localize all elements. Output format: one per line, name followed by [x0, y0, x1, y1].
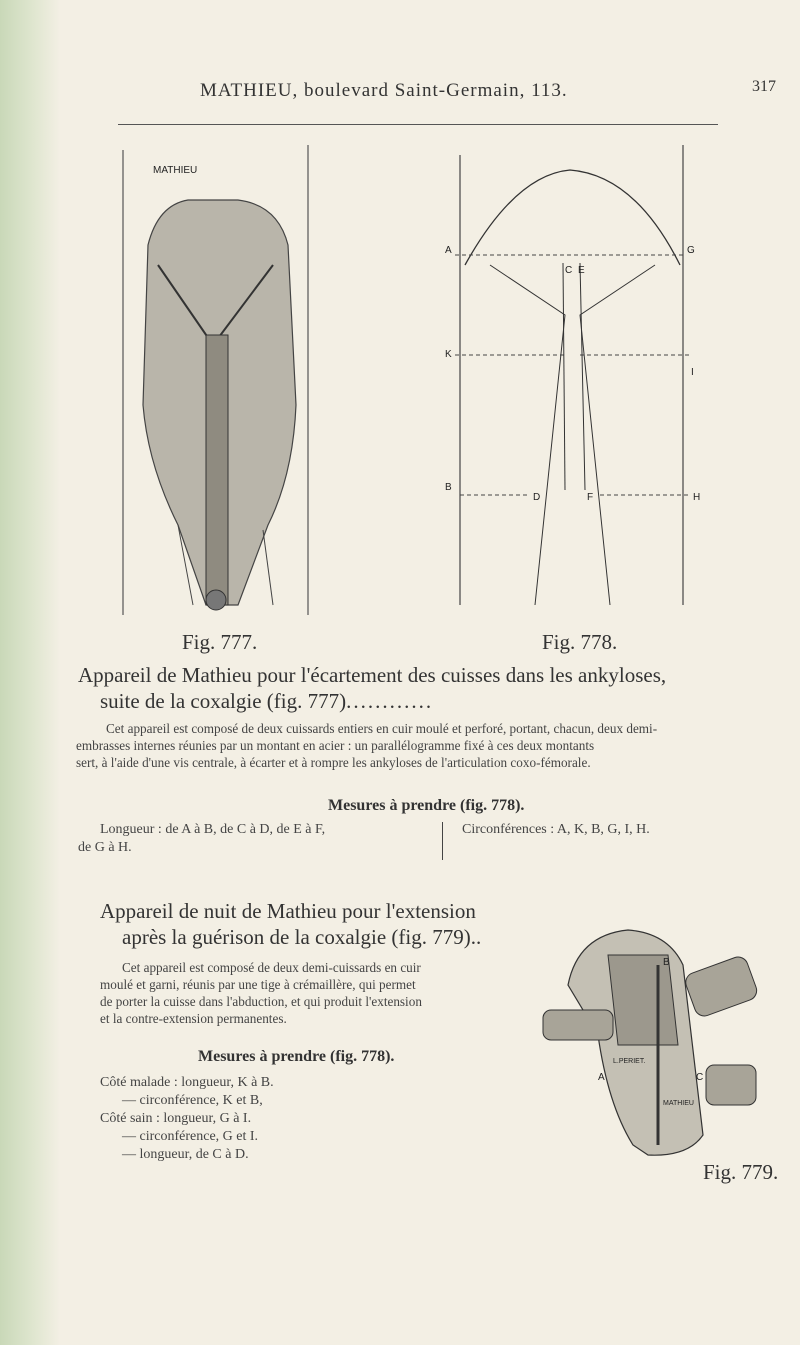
point-C: C — [565, 265, 573, 276]
point-H: H — [693, 492, 701, 503]
fig779-point-A: A — [598, 1072, 605, 1083]
scanned-margin — [0, 0, 60, 1345]
fig779-maker-label: MATHIEU — [663, 1100, 694, 1107]
fig779-caption: Fig. 779. — [703, 1160, 779, 1184]
fig777-caption: Fig. 777. — [182, 630, 258, 654]
fig777-maker-label: MATHIEU — [153, 165, 198, 176]
running-header: MATHIEU, boulevard Saint-Germain, 113. — [200, 80, 568, 101]
measure-item: Côté malade : longueur, K à B. — [100, 1075, 274, 1090]
point-E: E — [578, 265, 585, 276]
point-K: K — [445, 349, 452, 360]
section1-measures-heading: Mesures à prendre (fig. 778). — [328, 797, 525, 814]
section1-measures-right: Circonférences : A, K, B, G, I, H. — [462, 822, 650, 837]
section2-measures-list — [100, 1074, 274, 1164]
fig779-point-C: C — [696, 1072, 704, 1083]
measures-divider — [442, 822, 443, 860]
section1-body: Cet appareil est composé de deux cuissards entiers en cuir moulé et perforé, portant, chacun, deux demi- embrasses internes réunies par un montant en acier : un parallélogramme fixé à ces deux montants sert, à l'aide d'une vis centrale, à écarter et à rompre les ankyloses de l'articulation coxo-fémorale. — [76, 721, 658, 770]
figure-779 — [538, 905, 763, 1160]
section2-measures-heading: Mesures à prendre (fig. 778). — [198, 1048, 395, 1065]
point-D: D — [533, 492, 541, 503]
measure-item: — circonférence, K et B, — [122, 1093, 263, 1108]
section1-heading: Appareil de Mathieu pour l'écartement des cuisses dans les ankyloses, suite de la coxalgie (fig. 777)............ — [78, 663, 667, 713]
point-A: A — [445, 245, 452, 256]
header-rule — [118, 124, 718, 125]
page-number: 317 — [752, 78, 776, 95]
point-F: F — [587, 492, 594, 503]
point-G: G — [687, 245, 695, 256]
section2-body: Cet appareil est composé de deux demi-cuissards en cuir moulé et garni, réunis par une tige à crémaillère, qui permet de porter la cuisse dans l'abduction, et qui produit l'extension et la contre-extension permanentes. — [100, 960, 422, 1026]
fig779-maker-stamp: L.PERIET. — [613, 1058, 646, 1065]
measure-item: — longueur, de C à D. — [122, 1147, 249, 1162]
section2-heading: Appareil de nuit de Mathieu pour l'extension après la guérison de la coxalgie (fig. 779).. — [100, 899, 482, 949]
fig779-point-B: B — [663, 957, 670, 968]
figure-778-diagram — [415, 145, 725, 610]
section1-measures-left: Longueur : de A à B, de C à D, de E à F, de G à H. — [78, 822, 326, 855]
fig778-caption: Fig. 778. — [542, 630, 618, 654]
measure-item: — circonférence, G et I. — [122, 1129, 259, 1144]
measure-item: Côté sain : longueur, G à I. — [100, 1111, 252, 1126]
point-B: B — [445, 482, 452, 493]
point-I: I — [691, 367, 694, 378]
figure-777 — [118, 145, 316, 620]
